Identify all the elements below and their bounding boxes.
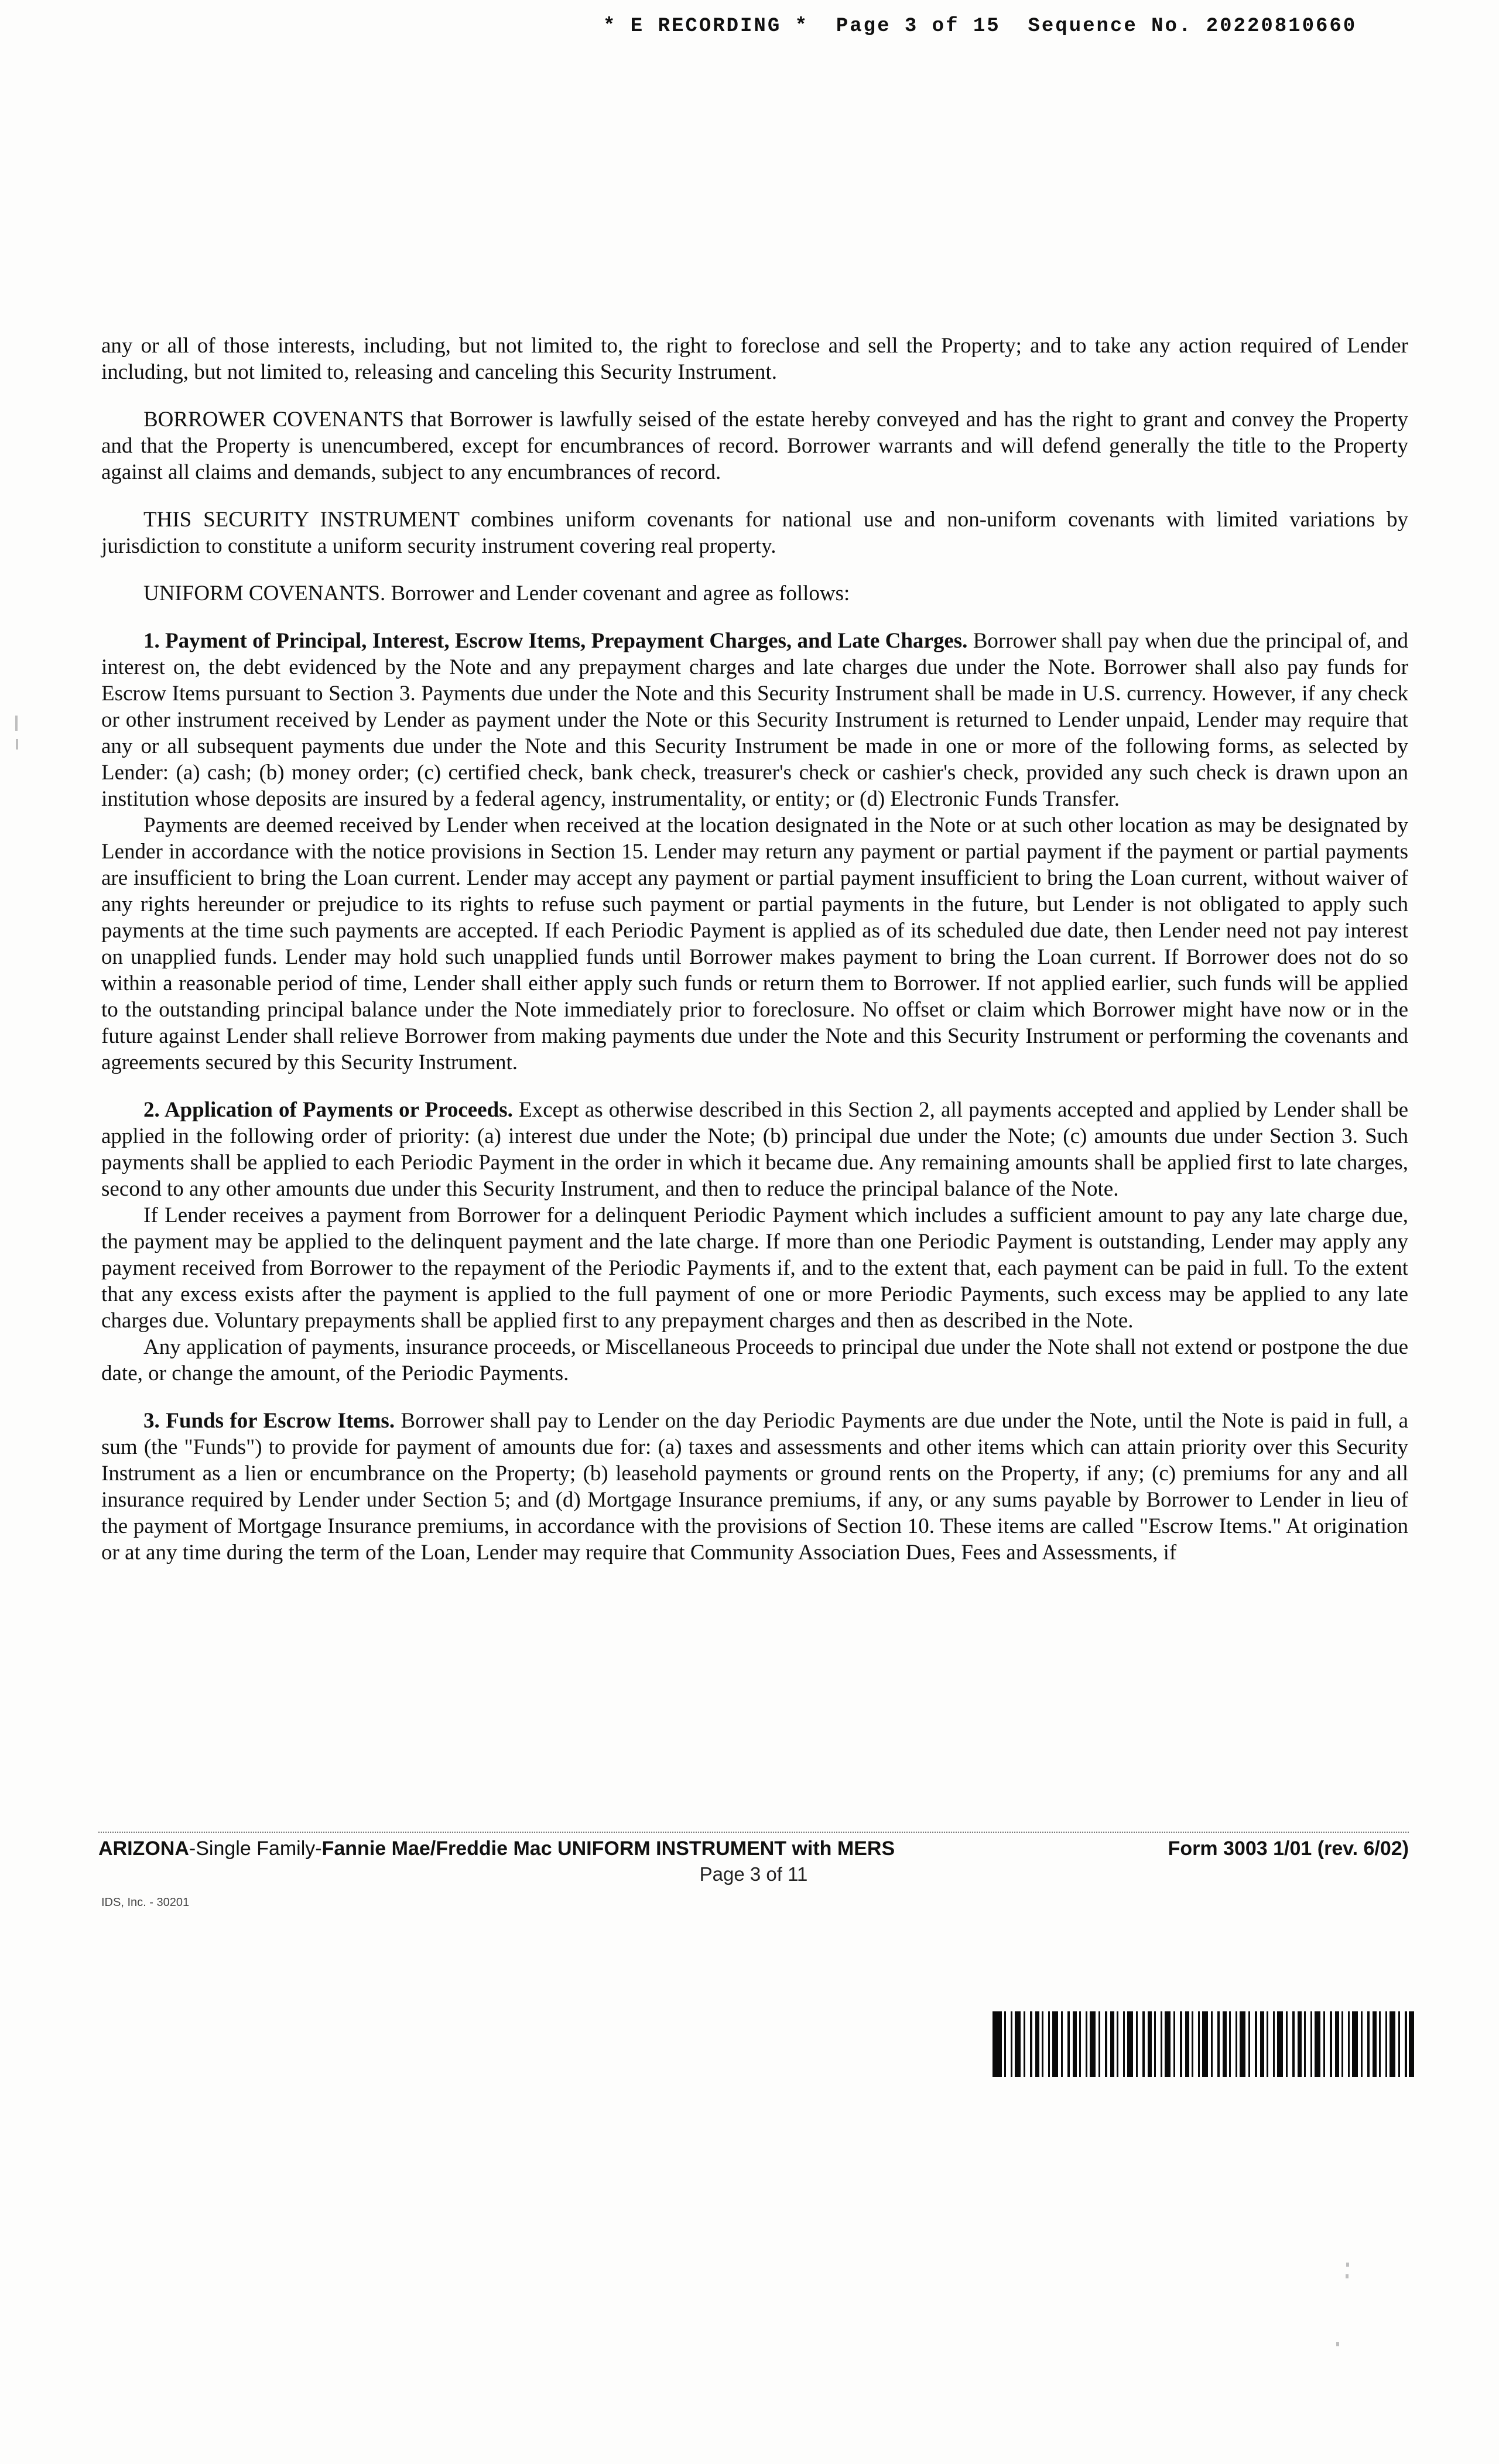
- footer-divider: [98, 1832, 1409, 1833]
- body-text: [101, 333, 1408, 1566]
- recording-header: * E RECORDING * Page 3 of 15 Sequence No. 20220810660: [603, 15, 1357, 37]
- paragraph-borrower-covenants: [101, 406, 1408, 485]
- paragraph-text: If Lender receives a payment from Borrower for a delinquent Periodic Payment which includes a sufficient amount to pay any late charge due, the payment may be applied to the delinquent payment and the late charge. If more than one Periodic Payment is outstanding, Lender may apply any payment received from Borrower to the repayment of the Periodic Payments if, and to the extent that, each payment can be paid in full. To the extent that any excess exists after the payment is applied to the full payment of one or more Periodic Payments, such excess may be applied to any late charges due. Voluntary prepayments shall be applied first to any prepayment charges and then as described in the Note.: [101, 1203, 1408, 1333]
- paragraph-text: BORROWER COVENANTS that Borrower is lawfully seised of the estate hereby conveyed and has the right to grant and convey the Property and that the Property is unencumbered, except for encumbrances of record. Borrower warrants and will defend generally the title to the Property against all claims and demands, subject to any encumbrances of record.: [101, 408, 1408, 484]
- section-heading: 2. Application of Payments or Proceeds.: [143, 1098, 513, 1122]
- paragraph-text: THIS SECURITY INSTRUMENT combines uniform covenants for national use and non-uniform covenants with limited variations by jurisdiction to constitute a uniform security instrument covering real property.: [101, 508, 1408, 558]
- paragraph-security-instrument: [101, 507, 1408, 559]
- paragraph-text: UNIFORM COVENANTS. Borrower and Lender covenant and agree as follows:: [143, 581, 850, 605]
- footer-instrument-label: [98, 1837, 895, 1860]
- paragraph-text: Payments are deemed received by Lender when received at the location designated in the Note or at such other location as may be designated by Lender in accordance with the notice provisions in Section 15. Lender may return any payment or partial payment if the payment or partial payments are insufficient to bring the Loan current. Lender may accept any payment or partial payment insufficient to bring the Loan current, without waiver of any rights hereunder or prejudice to its rights to refuse such payment or partial payments in the future, but Lender is not obligated to apply such payments at the time such payments are accepted. If each Periodic Payment is applied as of its scheduled due date, then Lender need not pay interest on unapplied funds. Lender may hold such unapplied funds until Borrower makes payment to bring the Loan current. If Borrower does not do so within a reasonable period of time, Lender shall either apply such funds or return them to Borrower. If not applied earlier, such funds will be applied to the outstanding principal balance under the Note immediately prior to foreclosure. No offset or claim which Borrower might have now or in the future against Lender shall relieve Borrower from making payments due under the Note and this Security Instrument or performing the covenants and agreements secured by this Security Instrument.: [101, 813, 1408, 1074]
- paragraph-payments-received: [101, 812, 1408, 1076]
- paragraph-application-of-payments: [101, 1334, 1408, 1387]
- scan-artifact-dot: [1336, 2342, 1339, 2346]
- paragraph-section-3: [101, 1408, 1408, 1566]
- footer-state: ARIZONA: [98, 1837, 189, 1860]
- scan-artifact-tick: [15, 716, 18, 731]
- paragraph-text: Borrower shall pay to Lender on the day Periodic Payments are due under the Note, until the Note is paid in full, a sum (the "Funds") to provide for payment of amounts due for: (a) taxes and assessments and other items which can attain priority over this Security Instrument as a lien or encumbrance on the Property; (b) leasehold payments or ground rents on the Property, if any; (c) premiums for any and all insurance required by Lender under Section 5; and (d) Mortgage Insurance premiums, if any, or any sums payable by Borrower to Lender in lieu of the payment of Mortgage Insurance premiums, in accordance with the provisions of Section 10. These items are called "Escrow Items." At origination or at any time during the term of the Loan, Lender may require that Community Association Dues, Fees and Assessments, if: [101, 1409, 1408, 1565]
- scan-artifact-dot: [1346, 2263, 1349, 2267]
- paragraph-section-1: [101, 628, 1408, 812]
- barcode-image: [993, 2011, 1414, 2077]
- page-number: Page 3 of 11: [699, 1863, 808, 1885]
- paragraph-continuation: [101, 333, 1408, 385]
- section-heading: 3. Funds for Escrow Items.: [143, 1409, 395, 1433]
- scan-artifact-tick: [16, 739, 18, 750]
- paragraph-text: Borrower shall pay when due the principal of, and interest on, the debt evidenced by the Note and any prepayment charges and late charges due under the Note. Borrower shall also pay funds for Escrow Items pursuant to Section 3. Payments due under the Note and this Security Instrument shall be made in U.S. currency. However, if any check or other instrument received by Lender as payment under the Note or this Security Instrument is returned to Lender unpaid, Lender may require that any or all subsequent payments due under the Note and this Security Instrument be made in one or more of the following forms, as selected by Lender: (a) cash; (b) money order; (c) certified check, bank check, treasurer's check or cashier's check, provided any such check is drawn upon an institution whose deposits are insured by a federal agency, instrumentality, or entity; or (d) Electronic Funds Transfer.: [101, 629, 1408, 811]
- doc-code: IDS, Inc. - 30201: [101, 1896, 190, 1909]
- footer-form-line: [98, 1837, 1409, 1860]
- footer-family: -Single Family-: [189, 1837, 322, 1860]
- footer-instrument: Fannie Mae/Freddie Mac UNIFORM INSTRUMENT with MERS: [321, 1837, 895, 1860]
- scan-artifact-dot: [1346, 2274, 1349, 2278]
- section-heading: 1. Payment of Principal, Interest, Escrow Items, Prepayment Charges, and Late Charges.: [143, 629, 968, 653]
- paragraph-text: Any application of payments, insurance proceeds, or Miscellaneous Proceeds to principal due under the Note shall not extend or postpone the due date, or change the amount, of the Periodic Payments.: [101, 1335, 1408, 1385]
- paragraph-text: any or all of those interests, including, but not limited to, the right to foreclose and sell the Property; and to take any action required of Lender including, but not limited to, releasing and canceling this Security Instrument.: [101, 334, 1408, 384]
- paragraph-section-2: [101, 1097, 1408, 1202]
- paragraph-delinquent-payment: [101, 1202, 1408, 1334]
- paragraph-uniform-covenants: [101, 580, 1408, 607]
- footer-form-number-wrap: [1168, 1837, 1409, 1860]
- paragraph-text: Except as otherwise described in this Section 2, all payments accepted and applied by Lender shall be applied in the following order of priority: (a) interest due under the Note; (b) principal due under the Note; (c) amounts due under Section 3. Such payments shall be applied to each Periodic Payment in the order in which it became due. Any remaining amounts shall be applied first to late charges, second to any other amounts due under this Security Instrument, and then to reduce the principal balance of the Note.: [101, 1098, 1409, 1201]
- footer-form-number: Form 3003 1/01 (rev. 6/02): [1168, 1837, 1409, 1860]
